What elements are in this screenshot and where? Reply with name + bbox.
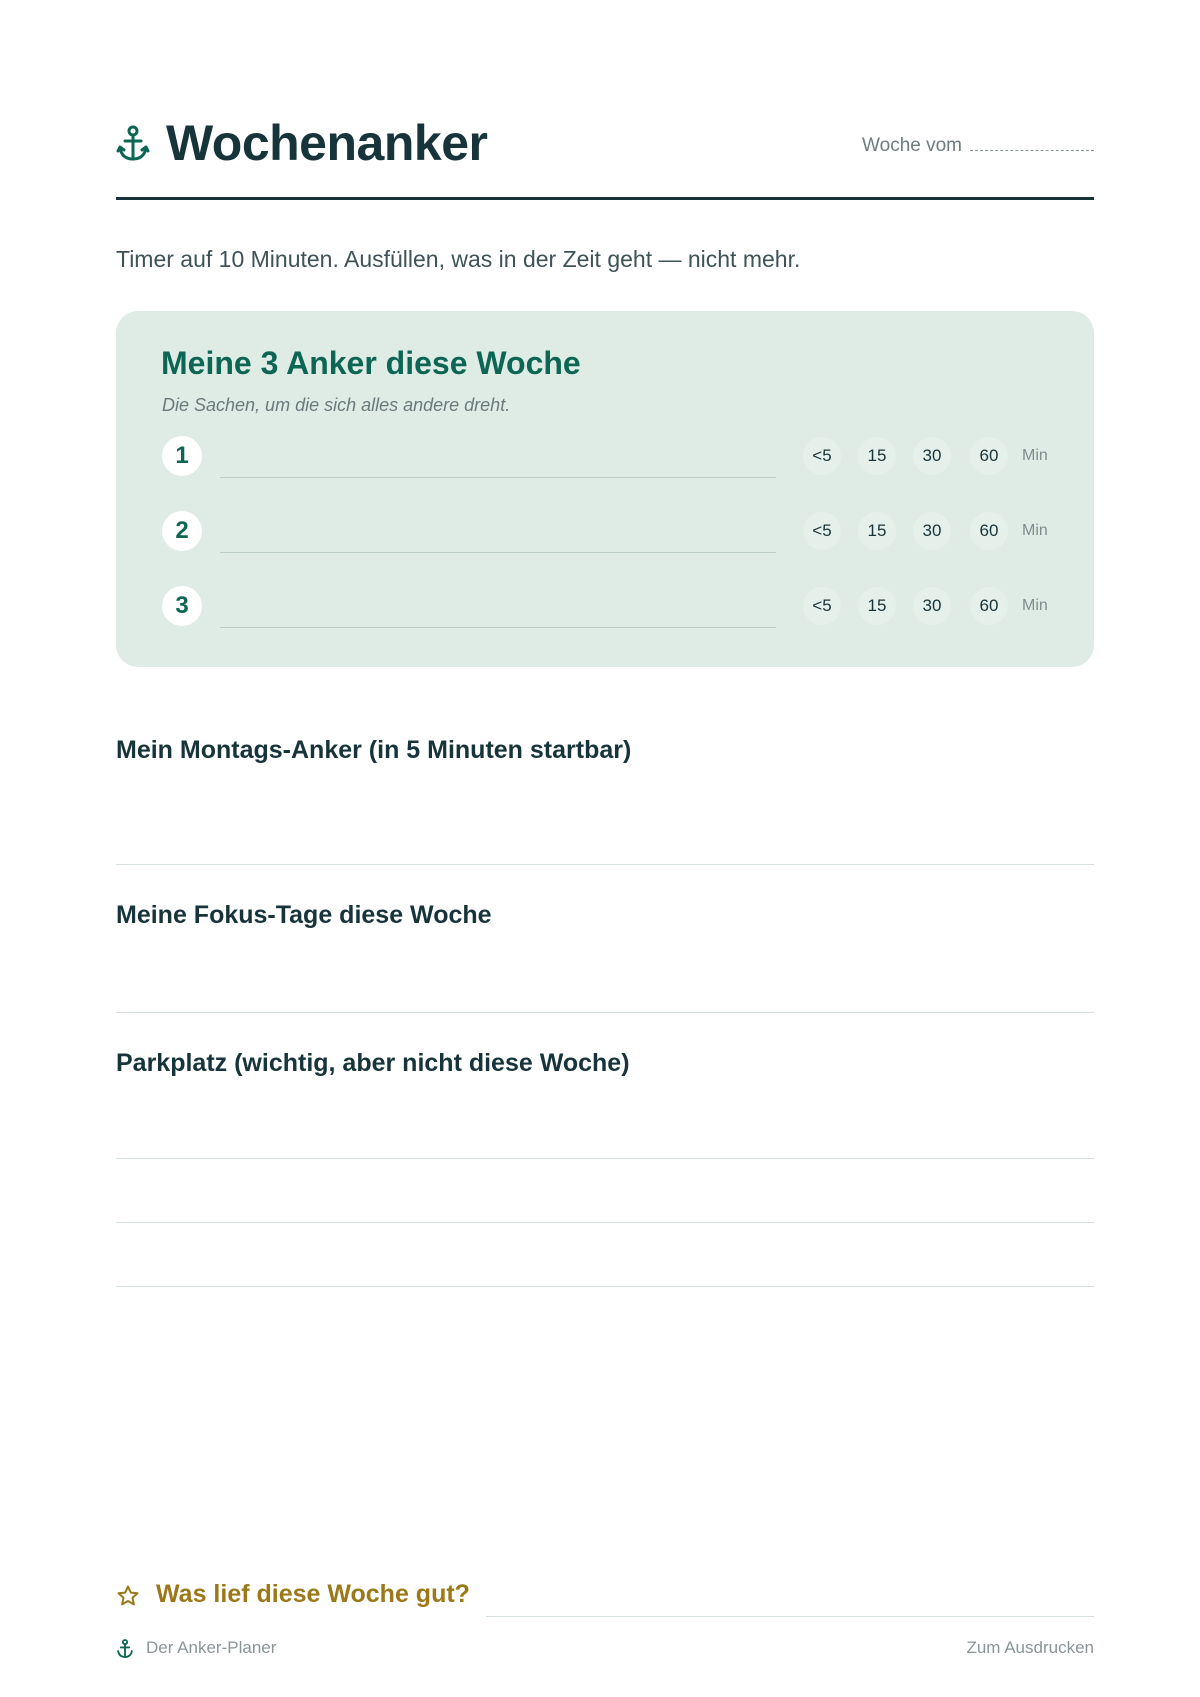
anchor-row xyxy=(162,584,1052,628)
anchor-icon xyxy=(116,1638,134,1660)
worksheet-page xyxy=(116,0,1094,1697)
footer-note: Zum Ausdrucken xyxy=(966,1638,1094,1657)
star-icon xyxy=(116,1584,140,1608)
week-date-blank[interactable] xyxy=(970,137,1094,151)
weekly-review-write-line[interactable] xyxy=(486,1616,1094,1617)
time-option-chip[interactable]: 60 xyxy=(970,512,1008,550)
monday-anchor-write-line[interactable] xyxy=(116,864,1094,865)
page-title: Wochenanker xyxy=(166,115,488,171)
weekly-review-label: Was lief diese Woche gut? xyxy=(156,1580,470,1608)
time-option-chip[interactable]: <5 xyxy=(803,587,841,625)
anchor-number: 2 xyxy=(162,511,202,551)
time-option-chip[interactable]: <5 xyxy=(803,512,841,550)
time-option-chip[interactable]: <5 xyxy=(803,437,841,475)
anchors-panel xyxy=(116,311,1094,667)
anchor-write-line[interactable] xyxy=(220,477,776,478)
parking-write-line[interactable] xyxy=(116,1158,1094,1159)
time-option-chip[interactable]: 60 xyxy=(970,437,1008,475)
time-unit-label: Min xyxy=(1022,447,1048,464)
time-option-chip[interactable]: 15 xyxy=(858,587,896,625)
anchor-icon xyxy=(116,124,150,164)
parking-write-line[interactable] xyxy=(116,1222,1094,1223)
time-option-chip[interactable]: 30 xyxy=(913,437,951,475)
time-option-chip[interactable]: 30 xyxy=(913,587,951,625)
anchor-write-line[interactable] xyxy=(220,627,776,628)
time-option-chip[interactable]: 60 xyxy=(970,587,1008,625)
page-footer xyxy=(116,1636,1094,1662)
anchors-subtitle: Die Sachen, um die sich alles andere dreht. xyxy=(162,395,511,415)
focus-days-heading: Meine Fokus-Tage diese Woche xyxy=(116,901,492,929)
parking-write-line[interactable] xyxy=(116,1286,1094,1287)
footer-brand: Der Anker-Planer xyxy=(146,1638,277,1657)
page-header xyxy=(116,108,1094,200)
anchor-number: 3 xyxy=(162,586,202,626)
focus-days-write-line[interactable] xyxy=(116,1012,1094,1013)
time-option-chip[interactable]: 15 xyxy=(858,512,896,550)
anchor-number: 1 xyxy=(162,436,202,476)
anchors-title: Meine 3 Anker diese Woche xyxy=(161,345,581,381)
anchor-row xyxy=(162,434,1052,478)
weekly-review xyxy=(116,1578,1094,1618)
monday-anchor-heading: Mein Montags-Anker (in 5 Minuten startbar) xyxy=(116,736,632,764)
time-option-chip[interactable]: 15 xyxy=(858,437,896,475)
time-option-chip[interactable]: 30 xyxy=(913,512,951,550)
intro-text: Timer auf 10 Minuten. Ausfüllen, was in der Zeit geht — nicht mehr. xyxy=(116,246,801,272)
week-label: Woche vom xyxy=(862,135,962,156)
week-field[interactable] xyxy=(862,135,1094,157)
time-unit-label: Min xyxy=(1022,522,1048,539)
time-unit-label: Min xyxy=(1022,597,1048,614)
anchor-row xyxy=(162,509,1052,553)
anchor-write-line[interactable] xyxy=(220,552,776,553)
parking-heading: Parkplatz (wichtig, aber nicht diese Woche) xyxy=(116,1049,630,1077)
